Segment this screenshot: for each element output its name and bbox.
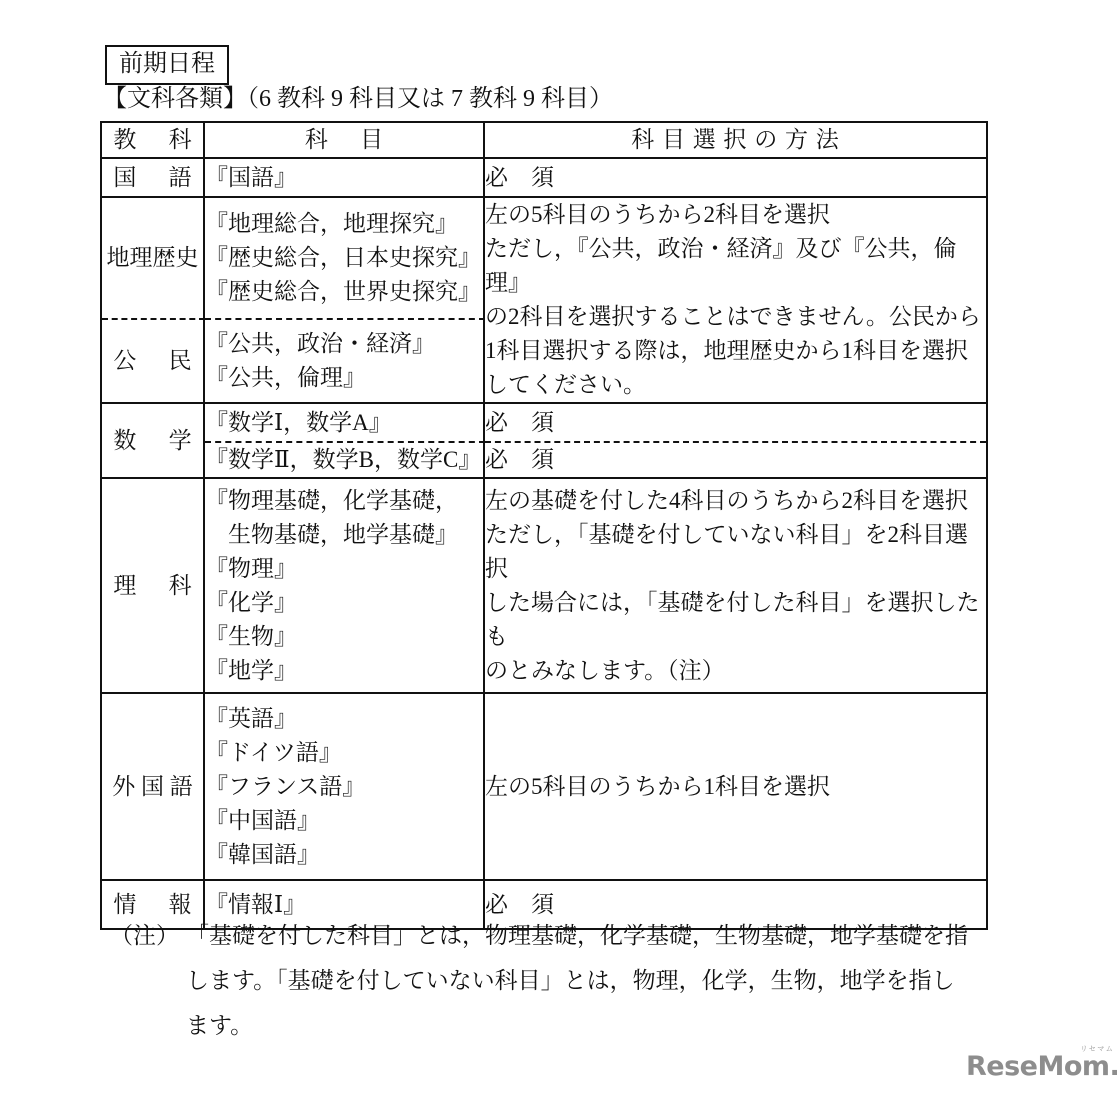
- resemom-logo: [966, 1046, 1119, 1081]
- subject-line: 『歴史総合，世界史探究』: [205, 278, 481, 304]
- method-line: の2科目を選択することはできません。公民から: [485, 304, 981, 329]
- subject-line: 『公共，政治・経済』: [205, 330, 435, 356]
- table-row-foreign-language: [102, 694, 986, 881]
- subjects-foreign-language: [205, 694, 485, 881]
- method-line: してください。: [485, 372, 646, 397]
- resemom-logo-text: ReseMom.: [966, 1051, 1119, 1082]
- subject-information: 『情報Ⅰ』: [205, 881, 485, 928]
- header-subject-area: 教 科: [102, 123, 205, 159]
- subject-line: 『物理』: [205, 555, 297, 581]
- header-selection-method: 科 目 選 択 の 方 法: [485, 123, 986, 159]
- subject-area-foreign-language: 外 国 語: [102, 694, 205, 881]
- schedule-badge-label: 前期日程: [119, 51, 215, 77]
- footnote: [110, 913, 968, 1048]
- subject-line: 『地学』: [205, 657, 297, 683]
- subjects-civics: [205, 320, 485, 404]
- subjects-geography-history: [205, 198, 485, 320]
- resemom-logo-ruby: リセマム: [1080, 1045, 1115, 1053]
- method-science: [485, 479, 986, 694]
- footnote-line: ます。: [186, 1013, 254, 1038]
- subject-area-information: 情 報: [102, 881, 205, 928]
- subject-line: 『地理総合，地理探究』: [205, 210, 458, 236]
- subject-selection-table: [100, 121, 988, 930]
- method-information: 必 須: [485, 881, 986, 928]
- method-geography-civics: [485, 198, 986, 404]
- subject-area-civics: 公 民: [102, 320, 205, 404]
- footnote-line: します。「基礎を付していない科目」とは，物理，化学，生物，地学を指し: [186, 968, 955, 993]
- subjects-science: [205, 479, 485, 694]
- table-row-geography-history: [102, 198, 986, 320]
- table-row-science: [102, 479, 986, 694]
- table-row-math-2: [102, 443, 986, 479]
- subject-math-1: 『数学Ⅰ，数学A』: [205, 404, 485, 443]
- footnote-line: 「基礎を付した科目」とは，物理基礎，化学基礎，生物基礎，地学基礎を指: [186, 923, 968, 948]
- subject-line: 『フランス語』: [205, 773, 366, 799]
- table-header-row: [102, 123, 986, 159]
- method-japanese: 必 須: [485, 159, 986, 198]
- method-line: 左の基礎を付した4科目のうちから2科目を選択: [485, 487, 968, 513]
- method-math-1: 必 須: [485, 404, 986, 443]
- subject-line: 『歴史総合，日本史探究』: [205, 244, 481, 270]
- subject-line: 生物基礎，地学基礎』: [205, 521, 458, 547]
- subject-line: 『中国語』: [205, 807, 320, 833]
- method-line: した場合には，「基礎を付した科目」を選択したも: [485, 589, 980, 649]
- header-subject: 科 目: [205, 123, 485, 159]
- category-title: 【文科各類】（6 教科 9 科目又は 7 教科 9 科目）: [103, 86, 613, 112]
- table-row-japanese: [102, 159, 986, 198]
- subject-line: 『生物』: [205, 623, 297, 649]
- method-line: のとみなします。（注）: [485, 657, 725, 683]
- subject-line: 『韓国語』: [205, 841, 320, 867]
- method-line: ただし，『公共，政治・経済』及び『公共，倫理』: [485, 236, 957, 295]
- subject-area-science: 理 科: [102, 479, 205, 694]
- method-line: 左の5科目のうちから1科目を選択: [485, 773, 830, 799]
- subject-line: 『公共，倫理』: [205, 364, 366, 390]
- subject-line: 『物理基礎，化学基礎，: [205, 487, 458, 513]
- subject-area-japanese: 国 語: [102, 159, 205, 198]
- footnote-body: [186, 913, 968, 1048]
- subject-math-2: 『数学Ⅱ，数学B，数学C』: [205, 443, 485, 479]
- subject-line: 『英語』: [205, 705, 297, 731]
- subject-line: 『ドイツ語』: [205, 739, 342, 765]
- method-line: 左の5科目のうちから2科目を選択: [485, 202, 830, 227]
- method-line: 1科目選択する際は，地理歴史から1科目を選択: [485, 338, 968, 363]
- method-math-2: 必 須: [485, 443, 986, 479]
- footnote-marker: （注）: [110, 923, 179, 948]
- method-line: ただし，「基礎を付していない科目」を2科目選択: [485, 521, 968, 581]
- schedule-badge: [105, 45, 229, 85]
- subject-japanese: 『国語』: [205, 159, 485, 198]
- method-foreign-language: [485, 694, 986, 881]
- subject-area-geography-history: 地理歴史: [102, 198, 205, 320]
- table-row-math-1: [102, 404, 986, 443]
- subject-line: 『化学』: [205, 589, 297, 615]
- subject-area-math: 数 学: [102, 404, 205, 479]
